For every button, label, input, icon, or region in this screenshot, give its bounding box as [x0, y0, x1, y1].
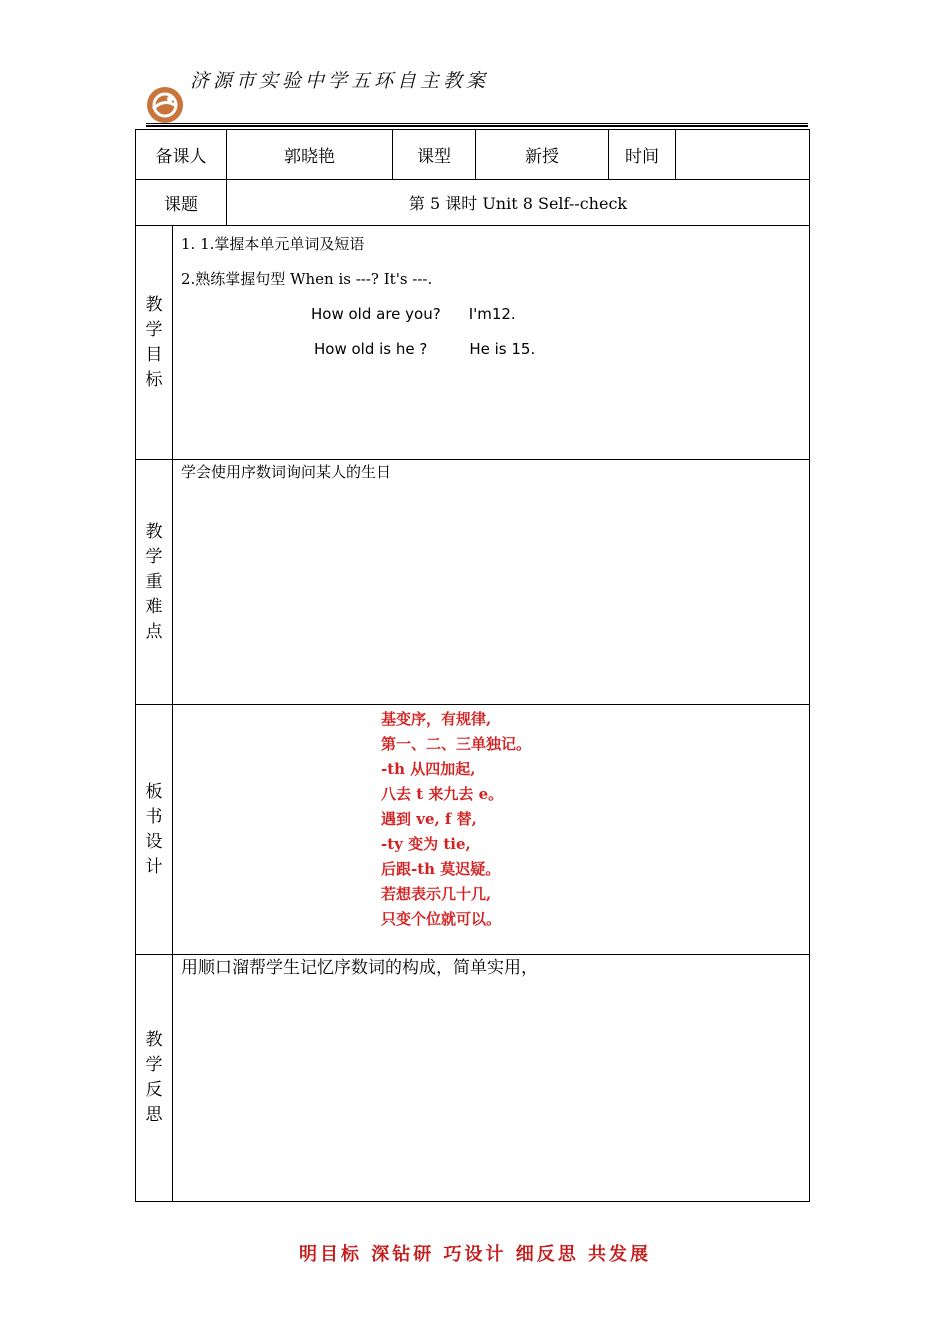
board-line: 八去 t 来九去 e。: [381, 785, 504, 803]
objective-line-1: 1. 1.掌握本单元单词及短语: [181, 235, 365, 253]
board-line: 若想表示几十几,: [381, 885, 492, 903]
topic-value: 第 5 课时 Unit 8 Self--check: [227, 180, 810, 226]
reflection-content: [173, 955, 810, 1202]
key-points-text: 学会使用序数词询问某人的生日: [181, 463, 392, 481]
board-rhyme: [173, 705, 809, 932]
board-line: 后跟-th 莫迟疑。: [381, 860, 501, 878]
preparer-label: 备课人: [136, 130, 227, 180]
objective-sentence-1: How old are you? I'm12.: [311, 305, 516, 323]
board-line: -th 从四加起,: [381, 760, 476, 778]
key-points-content: [173, 460, 810, 705]
board-line: 只变个位就可以。: [381, 910, 502, 928]
time-value: [676, 130, 810, 180]
board-line: 第一、二、三单独记。: [381, 735, 532, 753]
school-header-title: 济源市实验中学五环自主教案: [190, 70, 490, 92]
lesson-type-value: 新授: [476, 130, 609, 180]
footer-motto: 明目标 深钻研 巧设计 细反思 共发展: [298, 1244, 652, 1265]
objectives-label: 教 学 目 标: [136, 226, 173, 460]
objective-sentence-2: How old is he ? He is 15.: [314, 340, 536, 358]
header-divider-thick: [146, 125, 808, 127]
reflection-text: 用顺口溜帮学生记忆序数词的构成，简单实用，: [181, 958, 538, 978]
preparer-value: 郭晓艳: [227, 130, 393, 180]
lesson-type-label: 课型: [393, 130, 476, 180]
reflection-label: 教 学 反 思: [136, 955, 173, 1202]
board-line: 遇到 ve, f 替,: [381, 810, 477, 828]
objective-line-2: 2.熟练掌握句型 When is ---? It's ---.: [181, 270, 433, 288]
key-points-label: 教 学 重 难 点: [136, 460, 173, 705]
board-design-content: [173, 705, 810, 955]
lesson-plan-table: [135, 129, 810, 1202]
objectives-content: [173, 226, 810, 460]
board-line: 基变序，有规律,: [381, 710, 492, 728]
school-logo-icon: [146, 86, 184, 124]
board-design-label: 板 书 设 计: [136, 705, 173, 955]
header-divider: [146, 123, 808, 124]
board-line: -ty 变为 tie,: [381, 835, 471, 853]
time-label: 时间: [609, 130, 676, 180]
topic-label: 课题: [136, 180, 227, 226]
